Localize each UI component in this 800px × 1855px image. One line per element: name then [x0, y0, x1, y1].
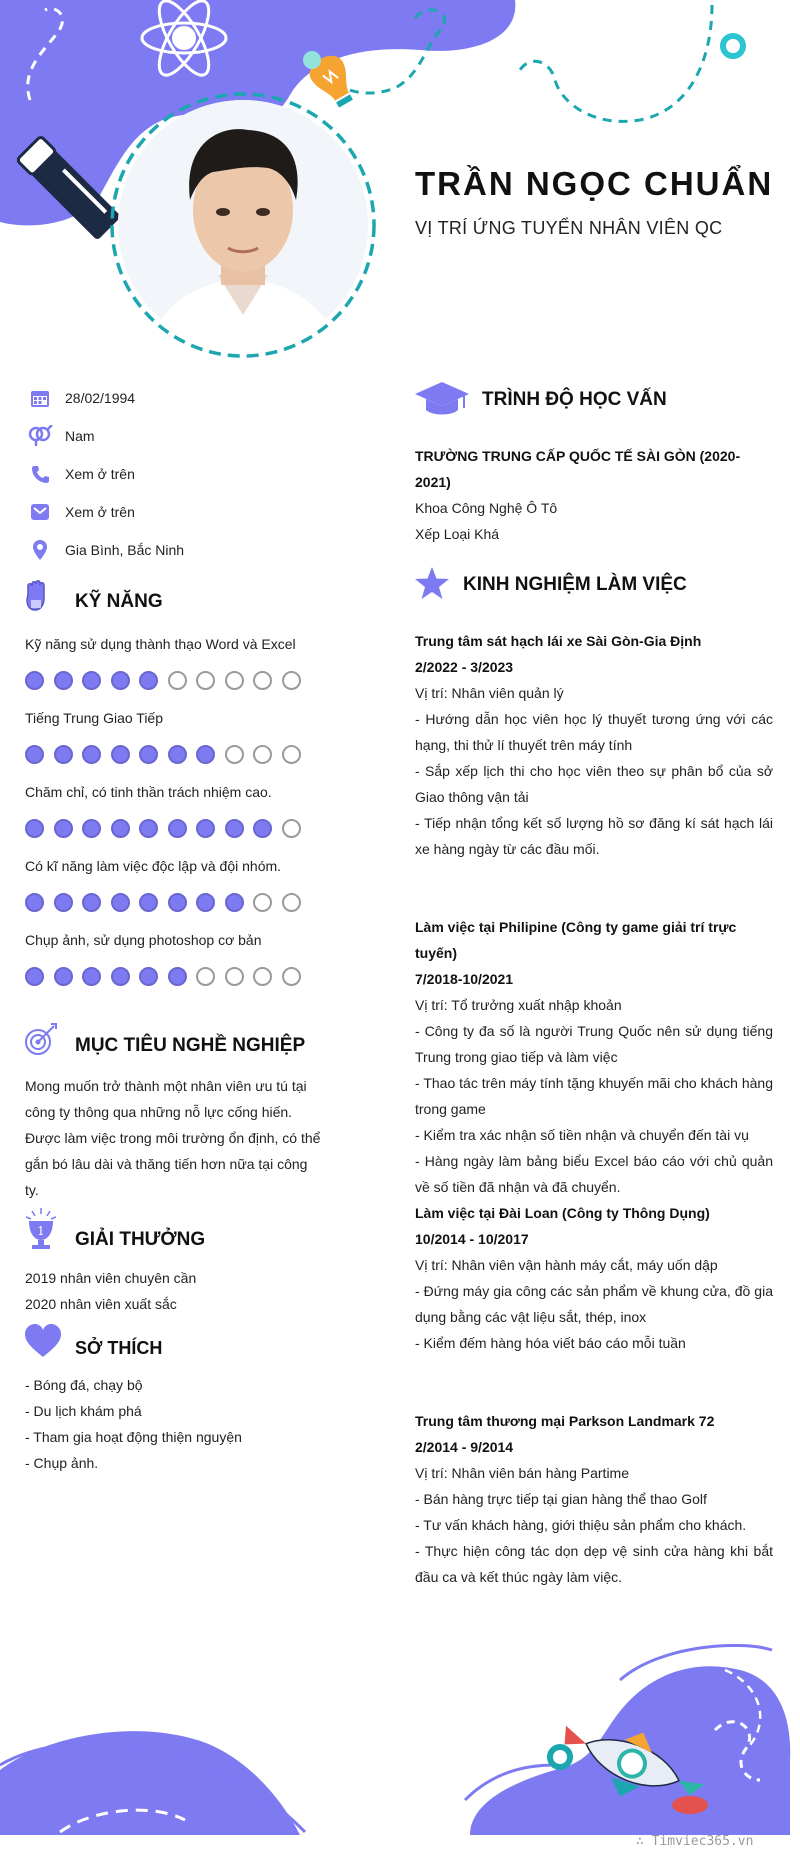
rating-dot-filled	[196, 819, 215, 838]
job-duty: - Kiểm đếm hàng hóa viết báo cáo mỗi tuần	[415, 1335, 686, 1351]
heart-icon	[24, 1324, 62, 1363]
rating-dot-empty	[282, 671, 301, 690]
rating-dot-filled	[82, 967, 101, 986]
rating-dot-filled	[54, 967, 73, 986]
rating-dot-filled	[54, 671, 73, 690]
objective-text	[25, 1073, 325, 1203]
rating-dot-empty	[168, 671, 187, 690]
job-entry	[415, 628, 773, 862]
rating-dot-filled	[54, 893, 73, 912]
candidate-name: TRẦN NGỌC CHUẨN	[415, 165, 774, 202]
fist-icon	[24, 580, 50, 617]
rating-dot-filled	[196, 893, 215, 912]
rating-dot-filled	[168, 819, 187, 838]
graduation-cap-icon	[414, 380, 470, 423]
hobby-item: - Tham gia hoạt động thiện nguyện	[25, 1429, 242, 1445]
rating-dot-filled	[82, 893, 101, 912]
info-gender	[25, 424, 95, 448]
awards-title: GIẢI THƯỞNG	[75, 1229, 206, 1250]
award-item: 2019 nhân viên chuyên cần	[25, 1270, 197, 1286]
rating-dot-filled	[139, 671, 158, 690]
rating-dot-empty	[225, 671, 244, 690]
rating-dot-empty	[282, 893, 301, 912]
footer-decoration	[0, 1620, 800, 1855]
education-grade: Xếp Loại Khá	[415, 526, 500, 542]
watermark: ∴ Timviec365.vn	[636, 1834, 754, 1849]
job-role: Vị trí: Nhân viên quản lý	[415, 685, 564, 701]
info-email	[25, 500, 135, 524]
rating-dot-filled	[82, 745, 101, 764]
teal-ring-bottom	[550, 1747, 570, 1767]
rating-dot-filled	[25, 745, 44, 764]
rating-dot-empty	[225, 967, 244, 986]
location-pin-icon	[25, 538, 55, 562]
svg-text:1: 1	[37, 1224, 45, 1238]
dob-text: 28/02/1994	[65, 390, 136, 406]
gender-text: Nam	[65, 428, 95, 444]
skill-rating	[25, 967, 310, 986]
job-company: Làm việc tại Đài Loan (Công ty Thông Dụng)	[415, 1205, 710, 1221]
job-entry	[415, 1200, 773, 1356]
hobby-item: - Bóng đá, chạy bộ	[25, 1377, 143, 1393]
rating-dot-empty	[253, 967, 272, 986]
rating-dot-filled	[111, 893, 130, 912]
skills-title: KỸ NĂNG	[75, 591, 163, 612]
phone-text: Xem ở trên	[65, 466, 135, 482]
rocket-exhaust	[672, 1796, 708, 1814]
job-duty: - Tư vấn khách hàng, giới thiệu sản phẩm cho khách.	[415, 1517, 747, 1533]
education-school: TRƯỜNG TRUNG CẤP QUỐC TẾ SÀI GÒN (2020-2021)	[415, 448, 741, 490]
rating-dot-empty	[225, 745, 244, 764]
job-period: 2/2022 - 3/2023	[415, 659, 514, 675]
rating-dot-empty	[196, 671, 215, 690]
rating-dot-filled	[111, 967, 130, 986]
education-block	[415, 443, 773, 547]
rating-dot-filled	[253, 819, 272, 838]
info-phone	[25, 462, 135, 486]
rating-dot-filled	[111, 819, 130, 838]
job-duty: - Đứng máy gia công các sản phẩm về khung cửa, đồ gia dụng bằng các vật liệu sắt, thép, inox	[415, 1283, 773, 1325]
rating-dot-filled	[168, 745, 187, 764]
rating-dot-filled	[82, 671, 101, 690]
objective-line: Được làm việc trong môi trường ổn định, có thể	[25, 1130, 321, 1146]
gender-icon	[25, 424, 55, 448]
skill-rating	[25, 893, 310, 912]
teal-ring	[723, 36, 743, 56]
target-icon	[24, 1022, 58, 1061]
education-title: TRÌNH ĐỘ HỌC VẤN	[482, 389, 667, 410]
rating-dot-empty	[282, 745, 301, 764]
job-period: 7/2018-10/2021	[415, 971, 514, 987]
rating-dot-filled	[196, 745, 215, 764]
rating-dot-filled	[139, 893, 158, 912]
hobby-item: - Du lịch khám phá	[25, 1403, 142, 1419]
email-text: Xem ở trên	[65, 504, 135, 520]
job-company: Trung tâm thương mại Parkson Landmark 72	[415, 1413, 715, 1429]
rating-dot-empty	[282, 967, 301, 986]
job-duty: - Tiếp nhận tổng kết số lượng hồ sơ đăng kí sát hạch lái xe hàng ngày từ các đầu mối.	[415, 815, 773, 857]
job-duty: - Thực hiện công tác dọn dẹp vệ sinh cửa hàng khi bắt đầu ca và kết thúc ngày làm việc.	[415, 1543, 773, 1585]
objective-title: MỤC TIÊU NGHỀ NGHIỆP	[75, 1035, 306, 1056]
skill-label: Chăm chỉ, có tinh thần trách nhiệm cao.	[25, 784, 272, 800]
job-role: Vị trí: Nhân viên bán hàng Partime	[415, 1465, 630, 1481]
job-role: Vị trí: Tổ trưởng xuất nhập khoản	[415, 997, 622, 1013]
job-company: Trung tâm sát hạch lái xe Sài Gòn-Gia Định	[415, 633, 702, 649]
rating-dot-filled	[225, 819, 244, 838]
rating-dot-filled	[111, 745, 130, 764]
rating-dot-empty	[253, 745, 272, 764]
applied-position: VỊ TRÍ ỨNG TUYỂN NHÂN VIÊN QC	[415, 218, 723, 238]
phone-icon	[25, 462, 55, 486]
hobby-item: - Chụp ảnh.	[25, 1455, 99, 1471]
skill-rating	[25, 671, 310, 690]
job-entry	[415, 914, 773, 1200]
calendar-icon	[25, 386, 55, 410]
rating-dot-empty	[253, 893, 272, 912]
info-address	[25, 538, 184, 562]
dashed-wave-right	[520, 5, 712, 121]
skill-label: Có kĩ năng làm việc độc lập và đội nhóm.	[25, 858, 282, 874]
job-duty: - Thao tác trên máy tính tặng khuyến mãi cho khách hàng trong game	[415, 1075, 773, 1117]
objective-line: công ty thông qua những nỗ lực cống hiến.	[25, 1104, 293, 1120]
skill-label: Kỹ năng sử dụng thành thạo Word và Excel	[25, 636, 296, 652]
envelope-icon	[25, 500, 55, 524]
job-duty: - Hàng ngày làm bảng biểu Excel báo cáo với chủ quản về số tiền đã nhận và đã chuyển.	[415, 1153, 773, 1195]
job-duty: - Kiểm tra xác nhận số tiền nhận và chuyển đến tài vụ	[415, 1127, 749, 1143]
address-text: Gia Bình, Bắc Ninh	[65, 542, 185, 558]
job-duty: - Công ty đa số là người Trung Quốc nên sử dụng tiếng Trung trong giao tiếp và làm việc	[415, 1023, 773, 1065]
skill-label: Tiếng Trung Giao Tiếp	[25, 710, 164, 726]
rating-dot-filled	[139, 745, 158, 764]
job-period: 2/2014 - 9/2014	[415, 1439, 514, 1455]
rating-dot-empty	[196, 967, 215, 986]
rating-dot-filled	[225, 893, 244, 912]
star-icon	[414, 566, 450, 605]
job-period: 10/2014 - 10/2017	[415, 1231, 529, 1247]
job-duty: - Sắp xếp lịch thi cho học viên theo sự phân bổ của sở Giao thông vận tải	[415, 763, 773, 805]
rating-dot-filled	[139, 967, 158, 986]
job-company: Làm việc tại Philipine (Công ty game giải trí trực tuyến)	[415, 919, 737, 961]
skill-rating	[25, 819, 310, 838]
bulb-glow-dot	[303, 51, 321, 69]
objective-line: gắn bó lâu dài và thăng tiến hơn nữa tại công	[25, 1156, 308, 1172]
rating-dot-filled	[168, 893, 187, 912]
objective-line: ty.	[25, 1182, 39, 1198]
rating-dot-filled	[139, 819, 158, 838]
job-role: Vị trí: Nhân viên vận hành máy cắt, máy uốn dập	[415, 1257, 718, 1273]
rating-dot-filled	[54, 819, 73, 838]
skill-rating	[25, 745, 310, 764]
rating-dot-filled	[25, 819, 44, 838]
trophy-icon	[24, 1208, 58, 1257]
job-entry	[415, 1408, 773, 1590]
job-duty: - Bán hàng trực tiếp tại gian hàng thể thao Golf	[415, 1491, 707, 1507]
rating-dot-filled	[25, 893, 44, 912]
job-duty: - Hướng dẫn học viên học lý thuyết tương ứng với các hạng, thi thử lí thuyết trên máy tính	[415, 711, 773, 753]
rating-dot-empty	[253, 671, 272, 690]
objective-line: Mong muốn trở thành một nhân viên ưu tú tại	[25, 1078, 307, 1094]
experience-title: KINH NGHIỆM LÀM VIỆC	[463, 574, 687, 595]
rating-dot-filled	[25, 671, 44, 690]
rating-dot-filled	[82, 819, 101, 838]
info-dob	[25, 386, 135, 410]
award-item: 2020 nhân viên xuất sắc	[25, 1296, 177, 1312]
rating-dot-filled	[25, 967, 44, 986]
rating-dot-filled	[168, 967, 187, 986]
rating-dot-filled	[54, 745, 73, 764]
skill-label: Chụp ảnh, sử dụng photoshop cơ bản	[25, 932, 262, 948]
rating-dot-empty	[282, 819, 301, 838]
profile-photo	[118, 100, 368, 350]
hobbies-title: SỞ THÍCH	[75, 1338, 163, 1358]
rating-dot-filled	[111, 671, 130, 690]
education-major: Khoa Công Nghệ Ô Tô	[415, 500, 558, 516]
